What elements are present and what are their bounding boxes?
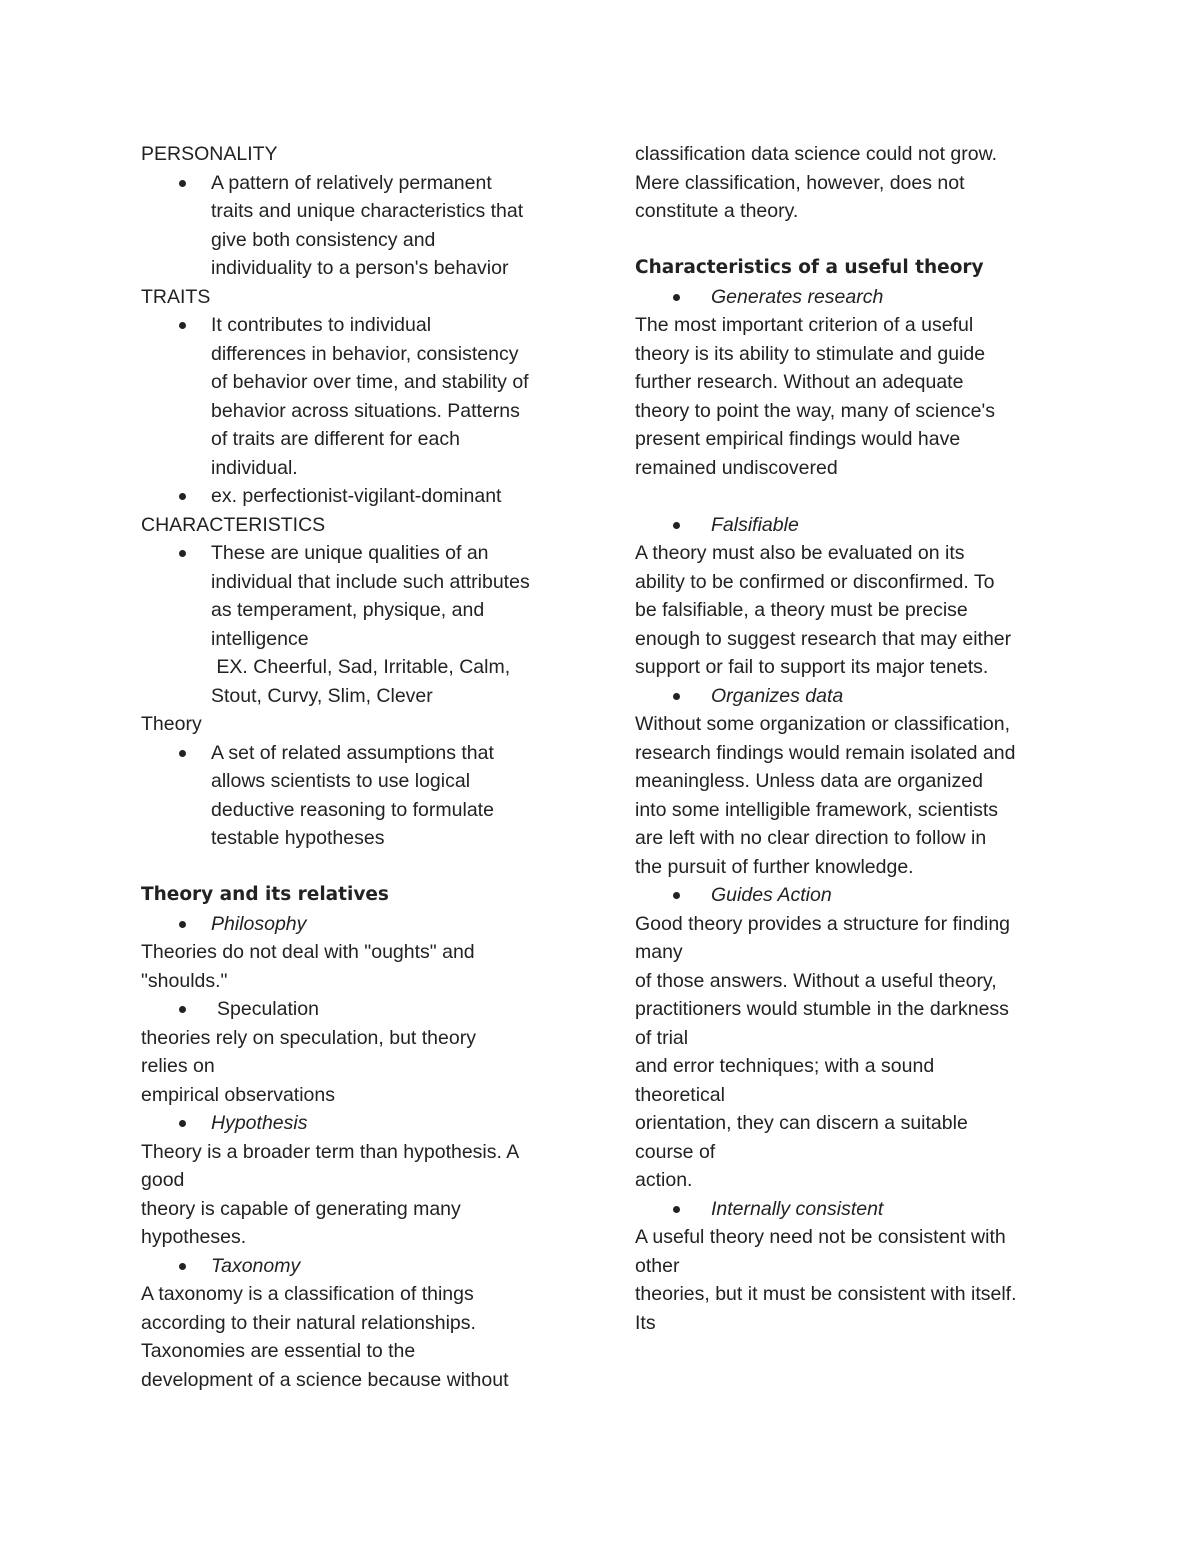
text-line: present empirical findings would have [635,428,961,450]
text-line: give both consistency and [211,228,436,251]
text-line: constitute a theory. [635,200,799,222]
bullet-item-taxonomy: Taxonomy [141,1252,581,1281]
text-line: theories rely on speculation, but theory [141,1026,476,1049]
bullet-item-generates-research: Generates research [635,283,1075,312]
text-line: theoretical [635,1083,725,1106]
bullet-item-hypothesis: Hypothesis [141,1109,581,1138]
text-line: A taxonomy is a classification of things [141,1283,474,1305]
bullet-item-organizes-data: Organizes data [635,682,1075,711]
left-column [141,140,581,1394]
text-line: of traits are different for each [211,428,460,450]
bullet-item: A set of related assumptions that [141,739,581,768]
text-line: as temperament, physique, and [211,599,485,621]
text-line: behavior across situations. Patterns [211,399,520,422]
bullet-item: These are unique qualities of an [141,539,581,568]
text-line: many [635,941,683,963]
text-line: into some intelligible framework, scientists [635,798,999,821]
text-line: course of [635,1140,716,1163]
text-line: testable hypotheses [211,827,385,849]
spacer [141,853,581,882]
bullet-item-falsifiable: Falsifiable [635,511,1075,540]
right-column [635,140,1075,1337]
bullet-item-guides-action: Guides Action [635,881,1075,910]
text-line: according to their natural relationships. [141,1311,476,1334]
bullet-item-speculation: Speculation [141,995,581,1024]
text-line: "shoulds." [141,969,228,992]
text-line: Theories do not deal with "oughts" and [141,941,475,963]
heading-characteristics-of-useful-theory: Characteristics of a useful theory [635,257,984,278]
text-line: differences in behavior, consistency [211,342,519,365]
section-heading-characteristics: CHARACTERISTICS [141,513,326,536]
text-line: enough to suggest research that may either [635,627,1012,650]
text-line: theory to point the way, many of science's [635,399,995,422]
bullet-item: ex. perfectionist-vigilant-dominant [141,482,581,511]
text-line: theories, but it must be consistent with itself. [635,1283,1017,1305]
text-line: good [141,1169,185,1191]
text-line: remained undiscovered [635,456,838,479]
text-line: are left with no clear direction to follow in [635,827,987,849]
text-line: further research. Without an adequate [635,371,964,393]
text-line: empirical observations [141,1083,336,1106]
text-line: of behavior over time, and stability of [211,371,529,393]
text-line: be falsifiable, a theory must be precise [635,599,968,621]
text-line: allows scientists to use logical [211,770,471,792]
text-line: Stout, Curvy, Slim, Clever [211,684,433,707]
text-line: deductive reasoning to formulate [211,798,494,821]
text-line: individuality to a person's behavior [211,257,509,279]
heading-theory-and-its-relatives: Theory and its relatives [141,884,389,905]
bullet-item: It contributes to individual [141,311,581,340]
text-line: A theory must also be evaluated on its [635,542,965,564]
text-line: Good theory provides a structure for finding [635,912,1011,935]
section-heading-personality: PERSONALITY [141,143,278,165]
text-line: Without some organization or classification, [635,713,1011,735]
text-line: and error techniques; with a sound [635,1055,935,1077]
spacer [635,482,1075,511]
text-line: A useful theory need not be consistent with [635,1226,1006,1248]
text-line: orientation, they can discern a suitable [635,1112,968,1134]
bullet-item-philosophy: Philosophy [141,910,581,939]
bullet-item-internally-consistent: Internally consistent [635,1195,1075,1224]
text-line: practitioners would stumble in the darkness [635,998,1009,1020]
text-line: development of a science because without [141,1368,509,1391]
text-line: hypotheses. [141,1226,247,1248]
text-line: ability to be confirmed or disconfirmed. To [635,570,995,593]
text-line: research findings would remain isolated and [635,741,1016,764]
text-line: EX. Cheerful, Sad, Irritable, Calm, [211,656,511,678]
text-line: action. [635,1169,693,1191]
text-line: traits and unique characteristics that [211,200,524,222]
text-line: Taxonomies are essential to the [141,1340,416,1362]
text-line: of those answers. Without a useful theory, [635,969,997,992]
text-line: intelligence [211,627,309,650]
text-line: theory is capable of generating many [141,1197,461,1220]
text-line: individual. [211,456,298,479]
text-line: support or fail to support its major tenets. [635,656,989,678]
spacer [635,226,1075,255]
text-line: individual that include such attributes [211,570,530,593]
text-line: The most important criterion of a useful [635,314,974,336]
bullet-item: A pattern of relatively permanent [141,169,581,198]
text-line: other [635,1254,680,1277]
text-line: classification data science could not grow. [635,143,998,165]
text-line: of trial [635,1026,689,1049]
text-line: relies on [141,1055,215,1077]
text-line: the pursuit of further knowledge. [635,855,914,878]
text-line: theory is its ability to stimulate and guide [635,342,986,365]
text-line: Its [635,1311,656,1334]
text-line: meaningless. Unless data are organized [635,770,983,792]
section-heading-traits: TRAITS [141,285,211,308]
text-line: Mere classification, however, does not [635,171,965,194]
text-line: Theory is a broader term than hypothesis. A [141,1140,520,1163]
section-heading-theory: Theory [141,713,202,735]
